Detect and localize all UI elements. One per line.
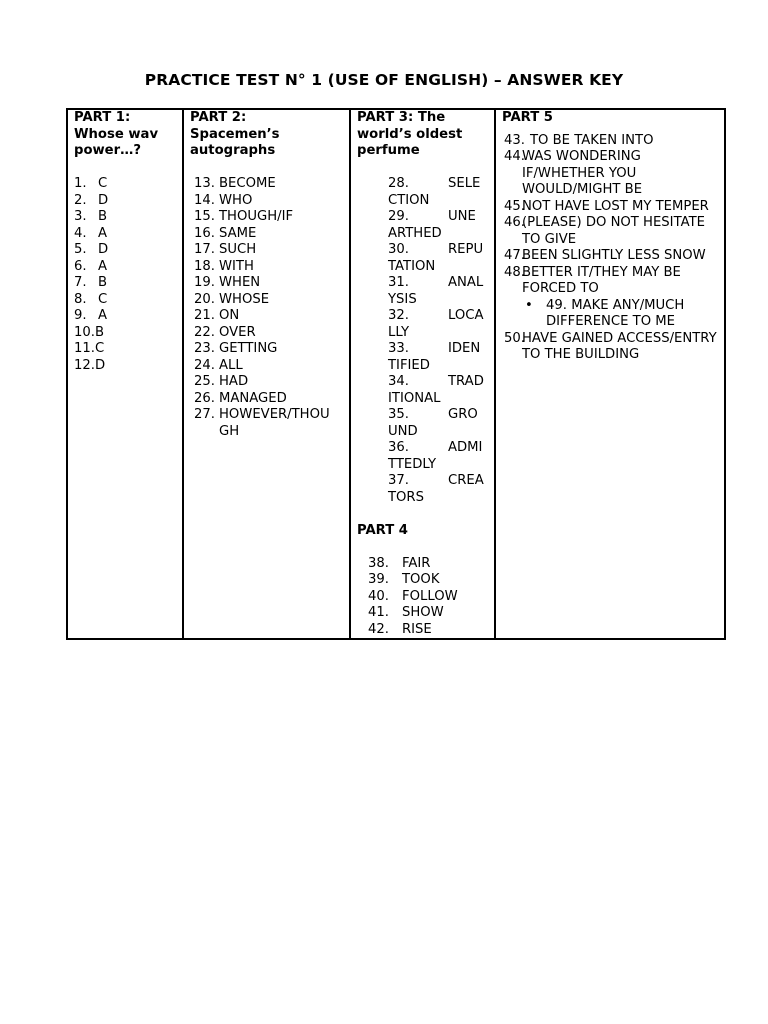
list-item	[190, 374, 345, 391]
list-item	[357, 589, 490, 606]
list-item	[190, 226, 345, 243]
item-answer: D	[98, 242, 109, 257]
item-answer: WAS WONDERING IF/WHETHER YOU WOULD/MIGHT BE	[522, 149, 643, 197]
list-item	[357, 473, 484, 506]
item-number: 33.	[388, 341, 409, 356]
part2-heading-line: Spacemen’s	[190, 126, 280, 142]
answer-key-table	[66, 108, 726, 640]
item-number: 45.	[504, 198, 525, 214]
item-number: 36.	[388, 440, 409, 455]
list-item	[357, 275, 484, 308]
part5-cell	[495, 109, 725, 639]
list-item	[190, 358, 345, 375]
part2-heading-line: PART 2:	[190, 110, 247, 125]
item-answer-continued: TATION	[388, 258, 436, 274]
item-answer: HOWEVER/THOU	[219, 407, 330, 422]
item-answer-continued: YSIS	[388, 291, 417, 307]
list-item	[357, 374, 484, 407]
item-answer: D	[94, 357, 106, 373]
item-answer: BETTER IT/THEY MAY BE FORCED TO	[522, 264, 681, 296]
item-answer-continued: LLY	[388, 324, 409, 340]
item-answer: ON	[219, 308, 240, 323]
item-answer-continued: GH	[219, 423, 240, 439]
item-answer: A	[98, 225, 108, 241]
part3-heading-line: perfume	[357, 143, 420, 158]
item-number: 1.	[74, 176, 87, 191]
item-number: 9.	[74, 308, 87, 323]
item-number: 27.	[194, 407, 215, 422]
part5-answers	[502, 133, 720, 364]
list-item	[502, 331, 720, 364]
part3-heading-line: PART 3: The	[357, 110, 446, 125]
item-number: 5.	[74, 242, 87, 257]
item-answer: WHOSE	[219, 291, 270, 307]
item-answer: ANAL	[448, 275, 484, 290]
item-answer: B	[98, 275, 108, 290]
item-number: 34.	[388, 374, 409, 389]
list-item	[190, 407, 345, 440]
item-answer: A	[98, 308, 108, 323]
item-number: 17.	[194, 242, 215, 257]
list-item	[74, 325, 178, 342]
item-answer: UNE	[448, 209, 476, 224]
item-answer: RISE	[402, 621, 432, 637]
list-item	[74, 242, 178, 259]
page-title: PRACTICE TEST N° 1 (USE OF ENGLISH) – ANSWER KEY	[144, 71, 624, 89]
part2-answers	[190, 176, 345, 440]
item-number: 31.	[388, 275, 409, 290]
item-number: 39.	[368, 572, 389, 587]
item-number: 2.	[74, 192, 87, 208]
item-number: 41.	[368, 605, 389, 620]
list-item	[357, 308, 484, 341]
list-item	[74, 176, 178, 193]
item-number: 7.	[74, 275, 87, 290]
item-answer: BEEN SLIGHTLY LESS SNOW	[522, 248, 706, 263]
item-number: 40.	[368, 588, 389, 604]
list-item	[357, 605, 490, 622]
item-answer: FOLLOW	[402, 588, 458, 604]
item-number: 18.	[194, 258, 215, 274]
item-number: 30.	[388, 242, 409, 257]
item-number: 49.	[546, 297, 567, 313]
item-number: 25.	[194, 374, 215, 389]
part1-heading-line: PART 1:	[74, 110, 131, 125]
item-number: 26.	[194, 390, 215, 406]
part2-cell	[183, 109, 350, 639]
item-number: 13.	[194, 176, 215, 191]
list-item	[357, 440, 484, 473]
item-answer: SUCH	[219, 242, 257, 257]
part5-heading: PART 5	[502, 110, 553, 125]
item-number: 37.	[388, 473, 409, 488]
item-answer: WHEN	[219, 275, 261, 290]
part1-heading-line: power…?	[74, 143, 141, 158]
item-number: 4.	[74, 225, 87, 241]
list-item	[190, 275, 345, 292]
item-answer: MAKE ANY/MUCH DIFFERENCE TO ME	[546, 297, 685, 329]
item-answer-continued: TTEDLY	[388, 456, 437, 472]
item-answer: GETTING	[219, 341, 278, 356]
item-answer: GRO	[448, 407, 478, 422]
item-answer: REPU	[448, 242, 484, 257]
list-item	[502, 199, 720, 216]
item-number: 43.	[504, 132, 525, 148]
item-answer: A	[98, 258, 108, 274]
item-answer: C	[94, 341, 105, 356]
list-item	[74, 193, 178, 210]
item-answer: C	[98, 176, 108, 191]
list-item	[357, 556, 490, 573]
item-number: 12.	[74, 357, 95, 373]
part4-heading: PART 4	[357, 522, 408, 538]
item-answer: TRAD	[448, 374, 484, 389]
item-answer: THOUGH/IF	[219, 209, 294, 224]
list-item	[74, 341, 178, 358]
part3-heading-line: world’s oldest	[357, 126, 463, 142]
list-item	[190, 242, 345, 259]
item-answer: SELE	[448, 176, 481, 191]
list-item	[502, 215, 720, 248]
item-answer-continued: ITIONAL	[388, 390, 441, 406]
item-answer: BECOME	[219, 176, 276, 191]
part1-heading	[74, 110, 178, 160]
list-item	[357, 572, 490, 589]
item-number: 14.	[194, 192, 215, 208]
item-answer: HAVE GAINED ACCESS/ENTRY TO THE BUILDING	[522, 330, 717, 362]
list-item	[190, 292, 345, 309]
item-answer-continued: ARTHED	[388, 225, 442, 241]
item-answer: OVER	[219, 324, 256, 340]
item-number: 32.	[388, 308, 409, 323]
item-number: 20.	[194, 291, 215, 307]
list-item	[357, 209, 484, 242]
list-item	[357, 176, 484, 209]
item-number: 8.	[74, 291, 87, 307]
part2-heading	[190, 110, 345, 160]
list-item	[74, 292, 178, 309]
list-item	[74, 358, 178, 375]
list-item	[190, 308, 345, 325]
item-answer-continued: TORS	[388, 489, 424, 505]
part3-cell	[350, 109, 495, 639]
list-item	[190, 176, 345, 193]
item-answer: D	[98, 192, 109, 208]
item-number: 44.	[504, 149, 525, 164]
item-answer: B	[94, 324, 105, 340]
part3-heading	[357, 110, 490, 160]
item-answer: SAME	[219, 225, 257, 241]
list-item	[190, 391, 345, 408]
list-item	[190, 193, 345, 210]
list-item	[357, 407, 484, 440]
item-number: 3.	[74, 209, 87, 224]
part1-heading-line: Whose wav	[74, 126, 159, 142]
item-answer: LOCA	[448, 308, 484, 323]
item-number: 29.	[388, 209, 409, 224]
item-answer: MANAGED	[219, 390, 287, 406]
item-answer: B	[98, 209, 108, 224]
item-number: 10.	[74, 324, 95, 340]
item-number: 48.	[504, 264, 525, 280]
item-answer: FAIR	[402, 555, 431, 571]
item-number: 23.	[194, 341, 215, 356]
item-number: 38.	[368, 555, 389, 571]
item-number: 46.	[504, 215, 525, 230]
item-answer-continued: UND	[388, 423, 418, 439]
item-number: 28.	[388, 176, 409, 191]
item-answer: HAD	[219, 374, 249, 389]
item-number: 42.	[368, 621, 389, 637]
list-item	[190, 259, 345, 276]
part2-heading-line: autographs	[190, 143, 276, 158]
item-number: 22.	[194, 324, 215, 340]
item-number: 35.	[388, 407, 409, 422]
item-answer: IDEN	[448, 341, 481, 356]
item-number: 47.	[504, 248, 525, 263]
item-answer: SHOW	[402, 605, 444, 620]
bullet-marker: •	[525, 297, 533, 313]
list-item	[74, 259, 178, 276]
item-answer: CREA	[448, 473, 484, 488]
item-number: 6.	[74, 258, 87, 274]
item-answer: C	[98, 291, 108, 307]
part3-answers	[357, 176, 490, 506]
list-item	[74, 226, 178, 243]
list-item	[502, 265, 720, 298]
item-number: 50.	[504, 330, 525, 346]
list-item	[502, 133, 720, 150]
list-item	[74, 308, 178, 325]
list-item	[357, 242, 484, 275]
list-item	[357, 341, 484, 374]
item-answer: (PLEASE) DO NOT HESITATE TO GIVE	[522, 215, 705, 247]
item-answer: TOOK	[402, 572, 440, 587]
part1-cell	[67, 109, 183, 639]
list-item	[74, 275, 178, 292]
item-number: 24.	[194, 357, 215, 373]
item-answer: WITH	[219, 258, 254, 274]
list-item	[190, 325, 345, 342]
item-answer-continued: CTION	[388, 192, 430, 208]
item-answer: ADMI	[448, 440, 483, 455]
part4-answers	[357, 556, 490, 639]
list-item	[502, 248, 720, 265]
list-item	[502, 149, 720, 199]
item-answer: NOT HAVE LOST MY TEMPER	[522, 198, 709, 214]
item-number: 19.	[194, 275, 215, 290]
item-number: 21.	[194, 308, 215, 323]
list-item	[190, 209, 345, 226]
list-item	[502, 298, 720, 331]
item-number: 16.	[194, 225, 215, 241]
list-item	[190, 341, 345, 358]
item-answer: TO BE TAKEN INTO	[530, 132, 654, 148]
list-item	[357, 622, 490, 639]
item-number: 15.	[194, 209, 215, 224]
table-row	[67, 109, 725, 639]
item-number: 11.	[74, 341, 95, 356]
item-answer: WHO	[219, 192, 253, 208]
list-item	[74, 209, 178, 226]
item-answer-continued: TIFIED	[388, 357, 430, 373]
part1-answers	[74, 176, 178, 374]
item-answer: ALL	[219, 357, 243, 373]
